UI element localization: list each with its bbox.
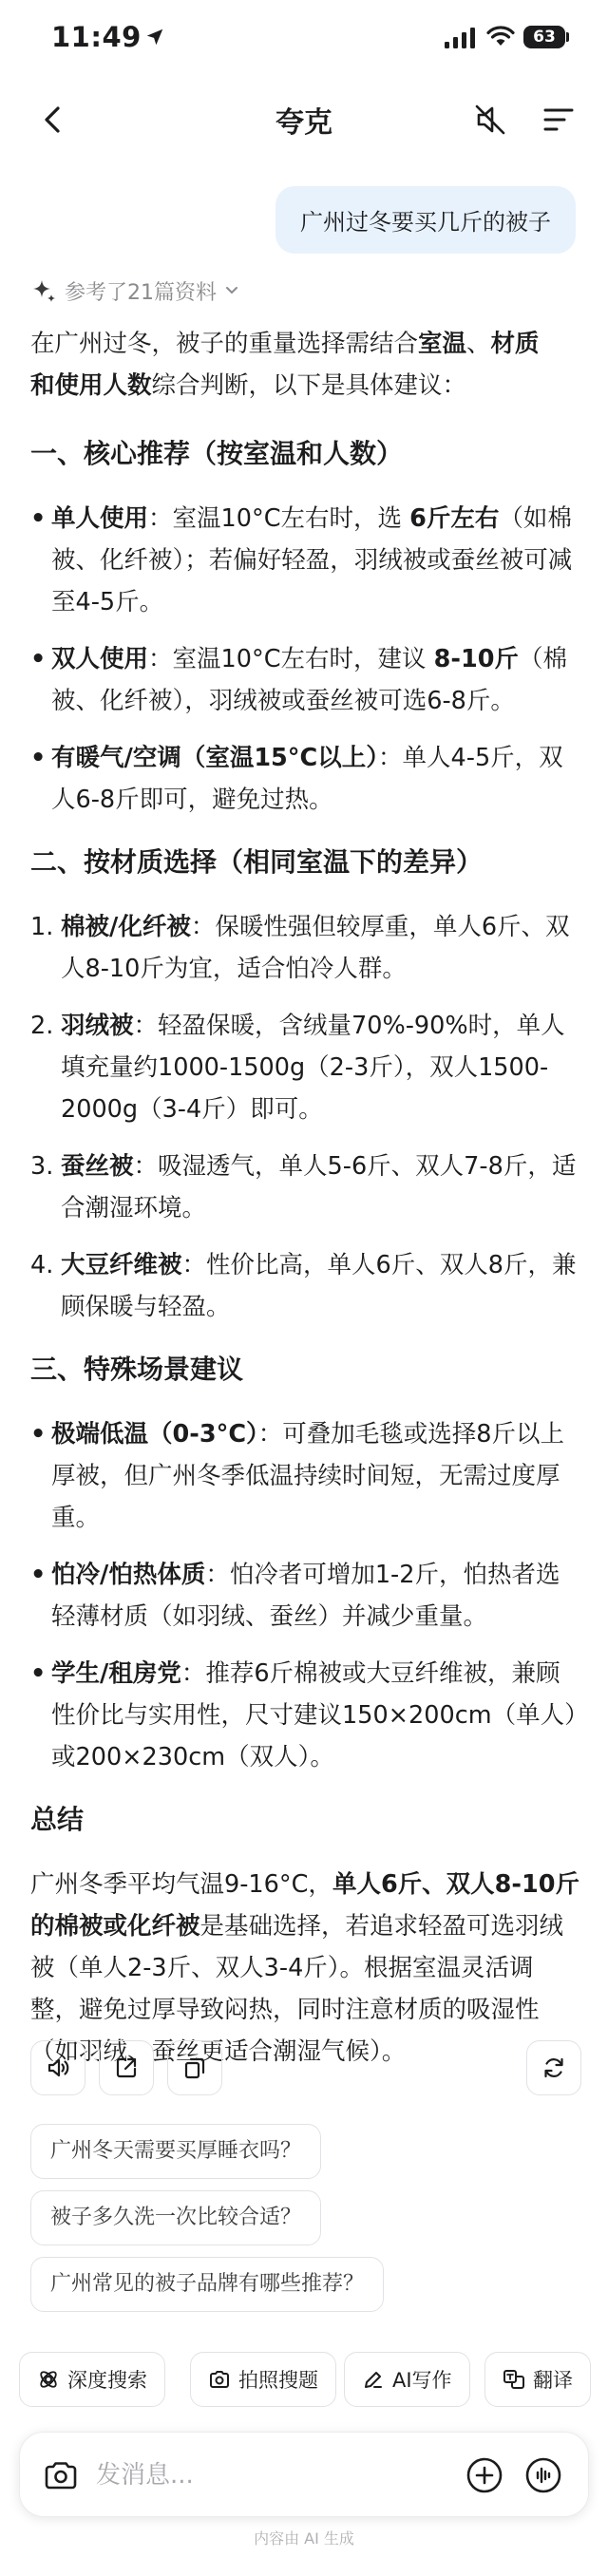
nav-bar [0,85,608,152]
intro-bold: 材质 [490,330,540,358]
intro-text: 在广州过冬，被子的重量选择需结合 [30,330,419,358]
item-text: ：室温10°C左右时，建议 [148,645,434,673]
intro-bold: 使用人数 [54,371,152,400]
chevron-down-icon [224,283,239,298]
item-number: 3. [30,1152,54,1181]
item-number: 4. [30,1251,54,1279]
intro-bold: 和 [30,371,55,400]
item-label: 大豆纤维被 [61,1251,182,1279]
item-text: ：保暖性强但较厚重，单人6斤、双人8-10斤为宜，适合怕冷人群。 [61,913,570,983]
item-bold: 8-10斤 [433,645,519,673]
user-message-bubble: 广州过冬要买几斤的被子 [276,186,576,254]
item-label: 有暖气/空调（室温15°C以上） [51,744,379,772]
tool-label: 拍照搜题 [238,2369,318,2392]
item-number: 1. [30,913,54,941]
item-label: 单人使用 [51,504,149,533]
item-text: ：室温10°C左右时，选 [148,504,410,533]
camera-icon[interactable] [43,2457,79,2493]
list-item [30,498,581,623]
summary-heading: 总结 [30,1804,85,1835]
answer-actions [30,2040,581,2095]
sparkle-icon [30,277,57,304]
ai-generated-note: 内容由 AI 生成 [254,2529,354,2548]
menu-icon[interactable] [540,101,578,139]
item-label: 羽绒被 [61,1012,134,1040]
item-text: ：可叠加毛毯或选择8斤以上厚被，但广州冬季低温持续时间短，无需过度厚重。 [51,1420,565,1532]
battery-tip [566,32,569,42]
voice-input-icon[interactable] [523,2455,563,2495]
intro-text: 综合判断，以下是具体建议： [151,371,467,400]
cellular-signal-icon [444,27,476,49]
camera-search-icon [208,2368,231,2391]
tools-row [19,2352,608,2407]
share-button[interactable] [99,2040,154,2095]
translate-icon [503,2368,525,2391]
references-toggle[interactable] [30,274,239,308]
intro-bold: 室温 [418,330,467,358]
list-item [30,906,581,990]
tool-label: AI写作 [392,2369,452,2392]
assistant-answer [30,323,581,2073]
item-text: ：轻盈保暖，含绒量70%-90%时，单人填充量约1000-1500g（2-3斤），双人1500-2000g（3-4斤）即可。 [61,1012,565,1124]
list-item [30,1554,581,1638]
summary-part: 是基础选择，若追求轻盈可选羽绒被（单人2-3斤、双人3-4斤）。根据室温灵活调整，避免过厚导致闷热，同时注意材质的吸湿性（如羽绒、蚕丝更适合潮湿气候）。 [30,1912,564,2066]
suggestion-chip[interactable]: 被子多久洗一次比较合适？ [30,2190,321,2245]
tool-deep-search[interactable] [19,2352,165,2407]
tool-label: 深度搜索 [67,2369,147,2392]
battery-indicator: 63 [523,26,565,48]
list-item [30,1146,581,1229]
share-icon [113,2055,140,2081]
suggestion-chip[interactable]: 广州冬天需要买厚睡衣吗？ [30,2124,321,2179]
item-text: ：推荐6斤棉被或大豆纤维被，兼顾性价比与实用性，尺寸建议150×200cm（单人）或200×230cm（双人）。 [51,1659,577,1771]
section-heading: 三、特殊场景建议 [30,1354,244,1385]
item-text: ：怕冷者可增加1-2斤，怕热者选轻薄材质（如羽绒、蚕丝）并减少重量。 [51,1561,560,1631]
item-label: 学生/租房党 [51,1659,181,1688]
item-label: 怕冷/怕热体质 [51,1561,206,1589]
item-label: 双人使用 [51,645,149,673]
plus-circle-icon[interactable] [465,2455,504,2495]
tool-label: 翻译 [533,2369,573,2392]
message-input-bar [19,2432,589,2517]
item-label: 蚕丝被 [61,1152,134,1181]
item-text: （棉被、化纤被），羽绒被或蚕丝被可选6-8斤。 [51,645,567,715]
section3-list [30,1413,581,1778]
item-text: （如棉被、化纤被）；若偏好轻盈，羽绒被或蚕丝被可减至4-5斤。 [51,504,573,616]
read-aloud-button[interactable] [30,2040,86,2095]
deep-search-icon [37,2368,60,2391]
speaker-mute-icon[interactable] [471,101,509,139]
item-label: 棉被/化纤被 [61,913,191,941]
item-number: 2. [30,1012,54,1040]
page-title: 夸克 [276,106,332,140]
references-label: 参考了21篇资料 [65,280,217,305]
suggestion-chip[interactable]: 广州常见的被子品牌有哪些推荐？ [30,2257,384,2312]
item-text: ：吸湿透气，单人5-6斤、双人7-8斤，适合潮湿环境。 [61,1152,577,1222]
tool-translate[interactable] [484,2352,591,2407]
summary-bold: 单人6斤、双人8-10斤的棉被或化纤被 [30,1870,580,1941]
section-heading: 一、核心推荐（按室温和人数） [30,438,404,469]
section2-list [30,906,581,1328]
list-item [30,638,581,722]
item-label: 极端低温（0-3°C） [51,1420,258,1449]
speaker-icon [45,2055,71,2081]
tool-photo-search[interactable] [190,2352,336,2407]
answer-intro [30,323,581,407]
location-arrow-icon [144,27,165,47]
item-text: ：性价比高，单人6斤、双人8斤，兼顾保暖与轻盈。 [61,1251,577,1321]
message-input[interactable] [96,2453,457,2497]
wifi-icon [486,25,515,47]
copy-button[interactable] [167,2040,222,2095]
refresh-icon [541,2055,567,2081]
item-text: ：单人4-5斤，双人6-8斤即可，避免过热。 [51,744,563,814]
pen-icon [362,2368,385,2391]
summary-part: 广州冬季平均气温9-16°C， [30,1870,332,1899]
status-bar [0,0,608,80]
copy-icon [181,2055,208,2081]
intro-text: 、 [466,330,491,358]
list-item [30,737,581,821]
section1-list [30,498,581,821]
section-heading: 二、按材质选择（相同室温下的差异） [30,846,484,878]
list-item [30,1244,581,1328]
tool-ai-writing[interactable] [344,2352,470,2407]
status-time: 11:49 [51,21,142,53]
list-item [30,1653,581,1778]
item-bold: 6斤左右 [409,504,500,533]
list-item [30,1413,581,1539]
list-item [30,1005,581,1130]
regenerate-button[interactable] [526,2040,581,2095]
